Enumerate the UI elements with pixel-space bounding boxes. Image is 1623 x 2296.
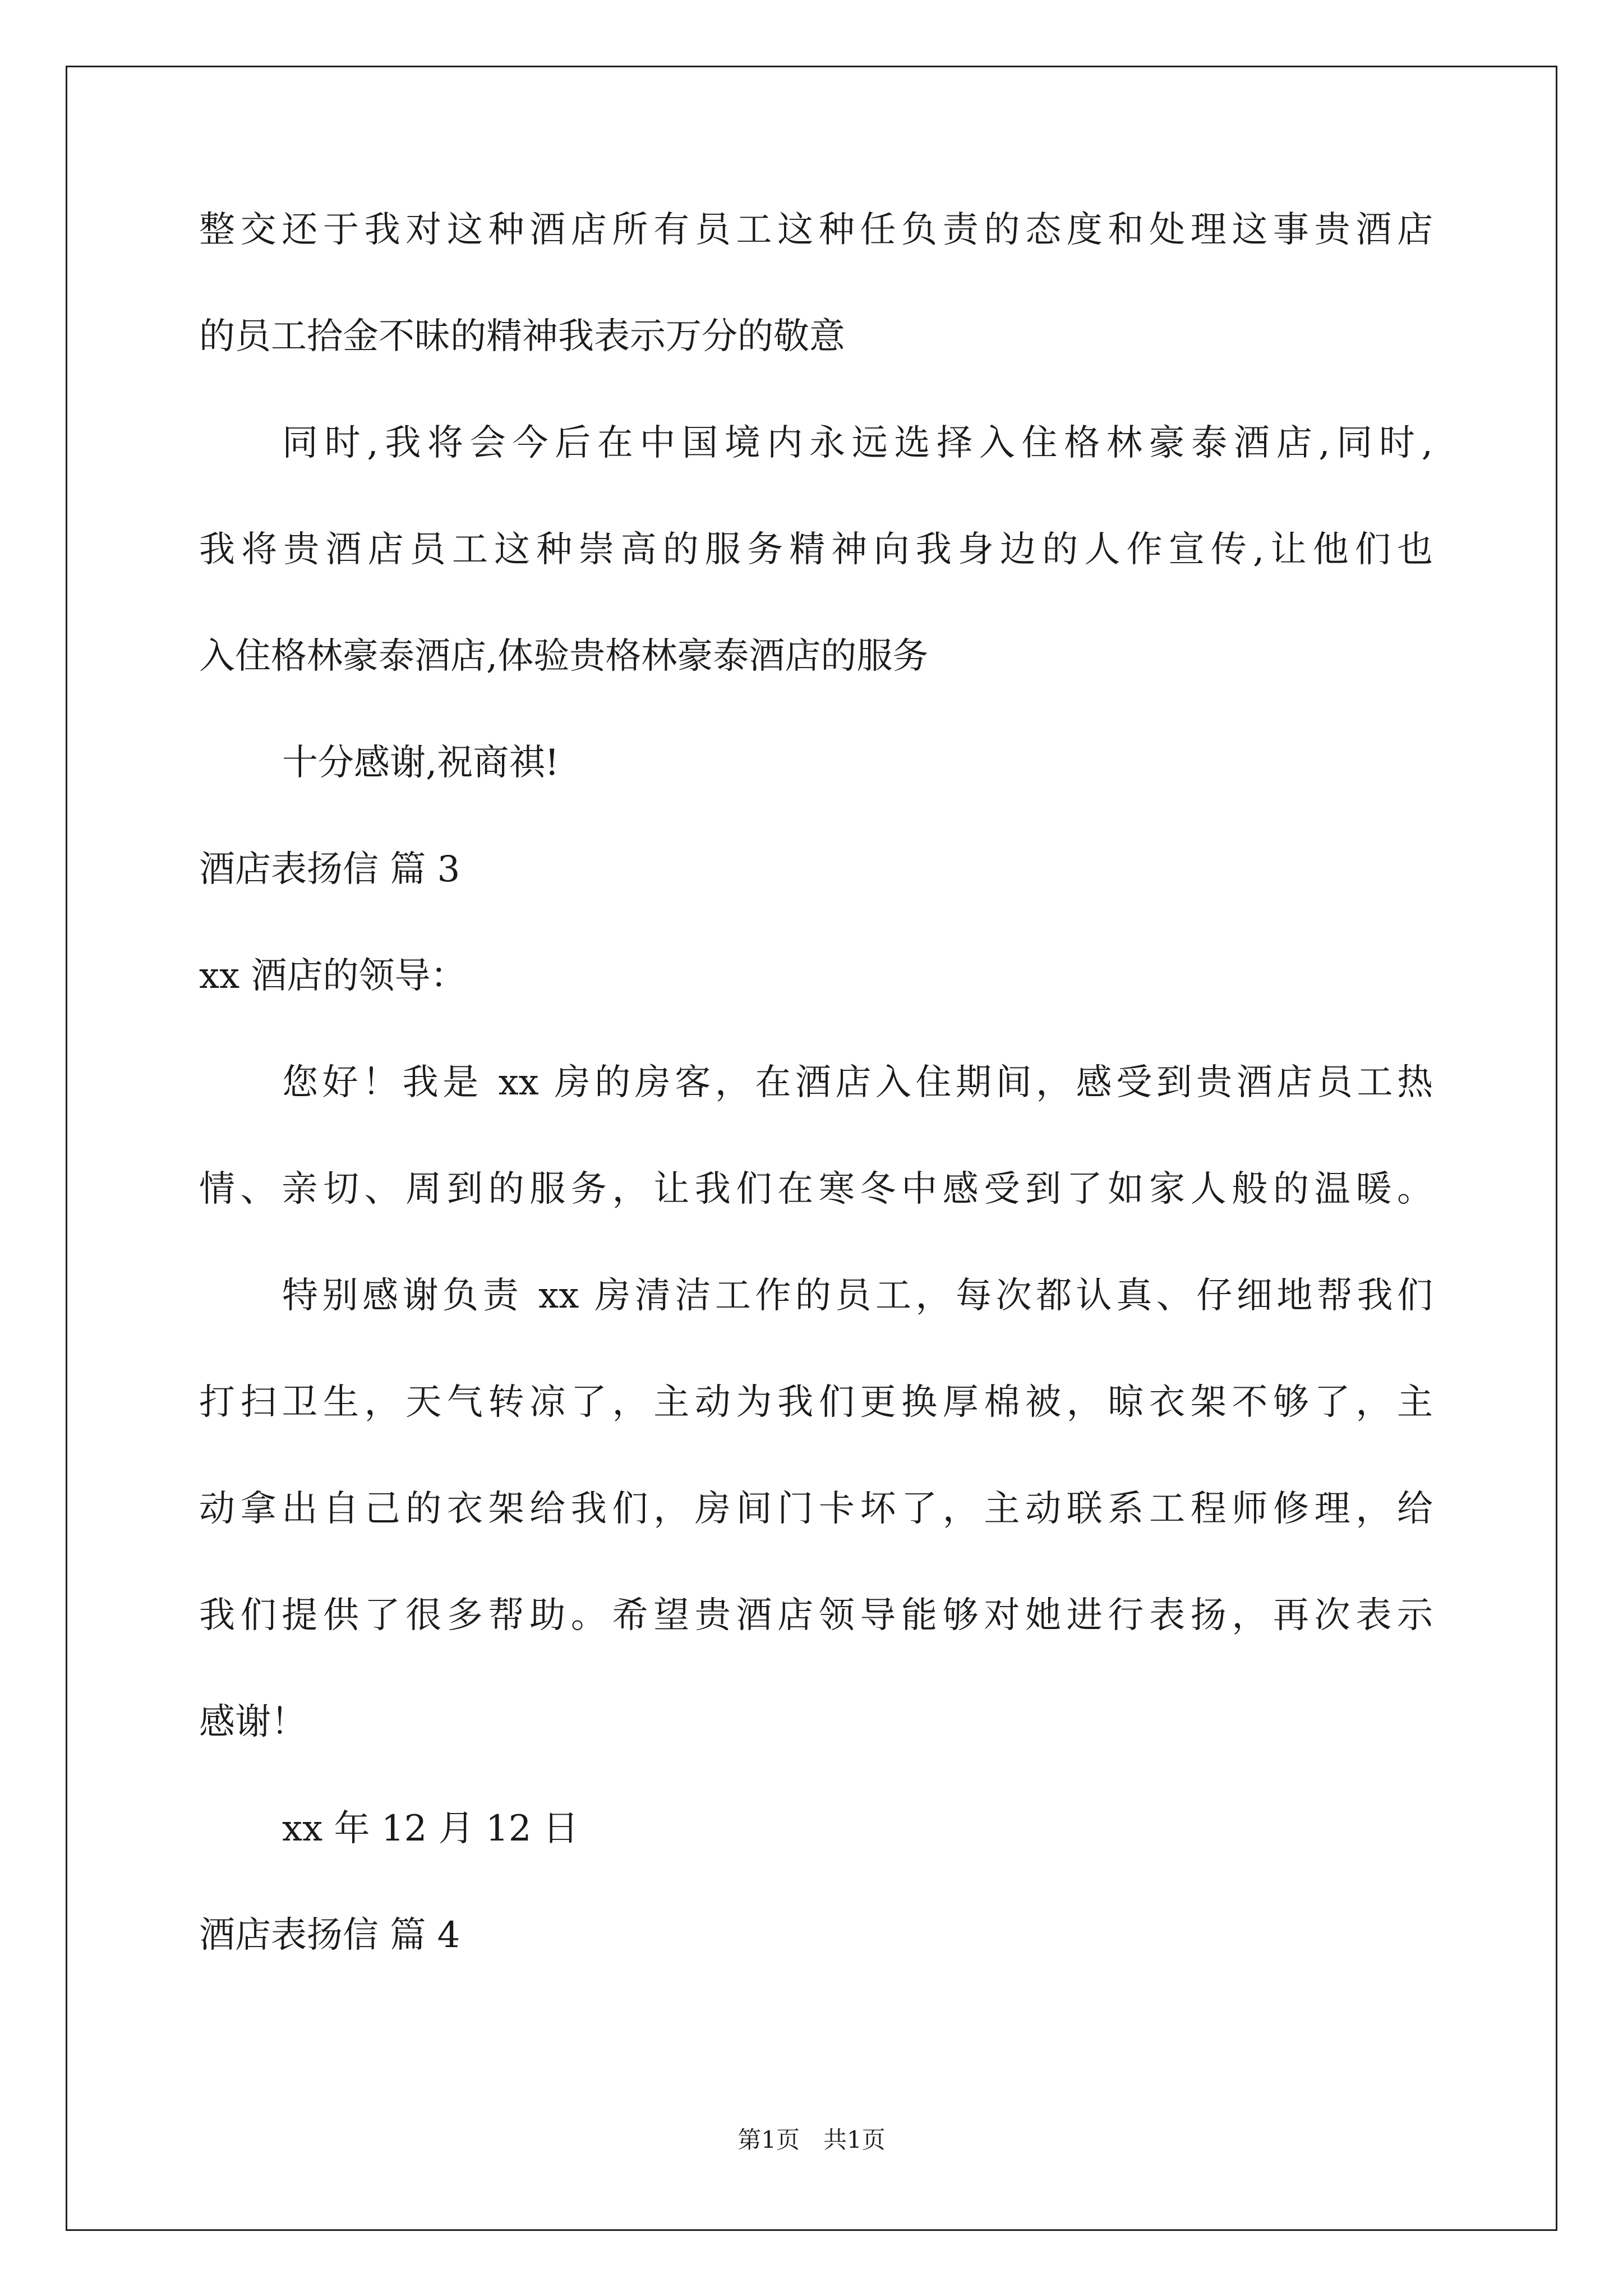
paragraph-line: 十分感谢,祝商祺! xyxy=(282,742,560,784)
paragraph-line: 同时,我将会今后在中国境内永远选择入住格林豪泰酒店,同时, xyxy=(282,422,1433,464)
paragraph-line: 打扫卫生，天气转凉了，主动为我们更换厚棉被，晾衣架不够了，主 xyxy=(199,1382,1433,1423)
paragraph-line: 整交还于我对这种酒店所有员工这种任负责的态度和处理这事贵酒店 xyxy=(199,209,1433,251)
section-heading: 酒店表扬信 篇 4 xyxy=(199,1915,460,1956)
paragraph-line: 入住格林豪泰酒店,体验贵格林豪泰酒店的服务 xyxy=(199,636,929,677)
paragraph-line: 动拿出自己的衣架给我们，房间门卡坏了，主动联系工程师修理，给 xyxy=(199,1488,1433,1530)
paragraph-line: 特别感谢负责 xx 房清洁工作的员工，每次都认真、仔细地帮我们 xyxy=(282,1275,1433,1317)
paragraph-line: 的员工拾金不昧的精神我表示万分的敬意 xyxy=(199,316,845,357)
date-line: xx 年 12 月 12 日 xyxy=(282,1808,579,1849)
page-number: 第1页 共1页 xyxy=(737,2126,886,2154)
paragraph-line: 我们提供了很多帮助。希望贵酒店领导能够对她进行表扬，再次表示 xyxy=(199,1595,1433,1636)
paragraph-line: 情、亲切、周到的服务，让我们在寒冬中感受到了如家人般的温暖。 xyxy=(199,1168,1433,1210)
paragraph-line: 感谢！ xyxy=(199,1701,307,1743)
page-frame xyxy=(66,66,1557,2231)
section-heading: 酒店表扬信 篇 3 xyxy=(199,849,460,890)
paragraph-line: 您好！我是 xx 房的房客，在酒店入住期间，感受到贵酒店员工热 xyxy=(282,1062,1433,1103)
salutation: xx 酒店的领导： xyxy=(199,955,467,997)
paragraph-line: 我将贵酒店员工这种崇高的服务精神向我身边的人作宣传,让他们也 xyxy=(199,529,1433,570)
